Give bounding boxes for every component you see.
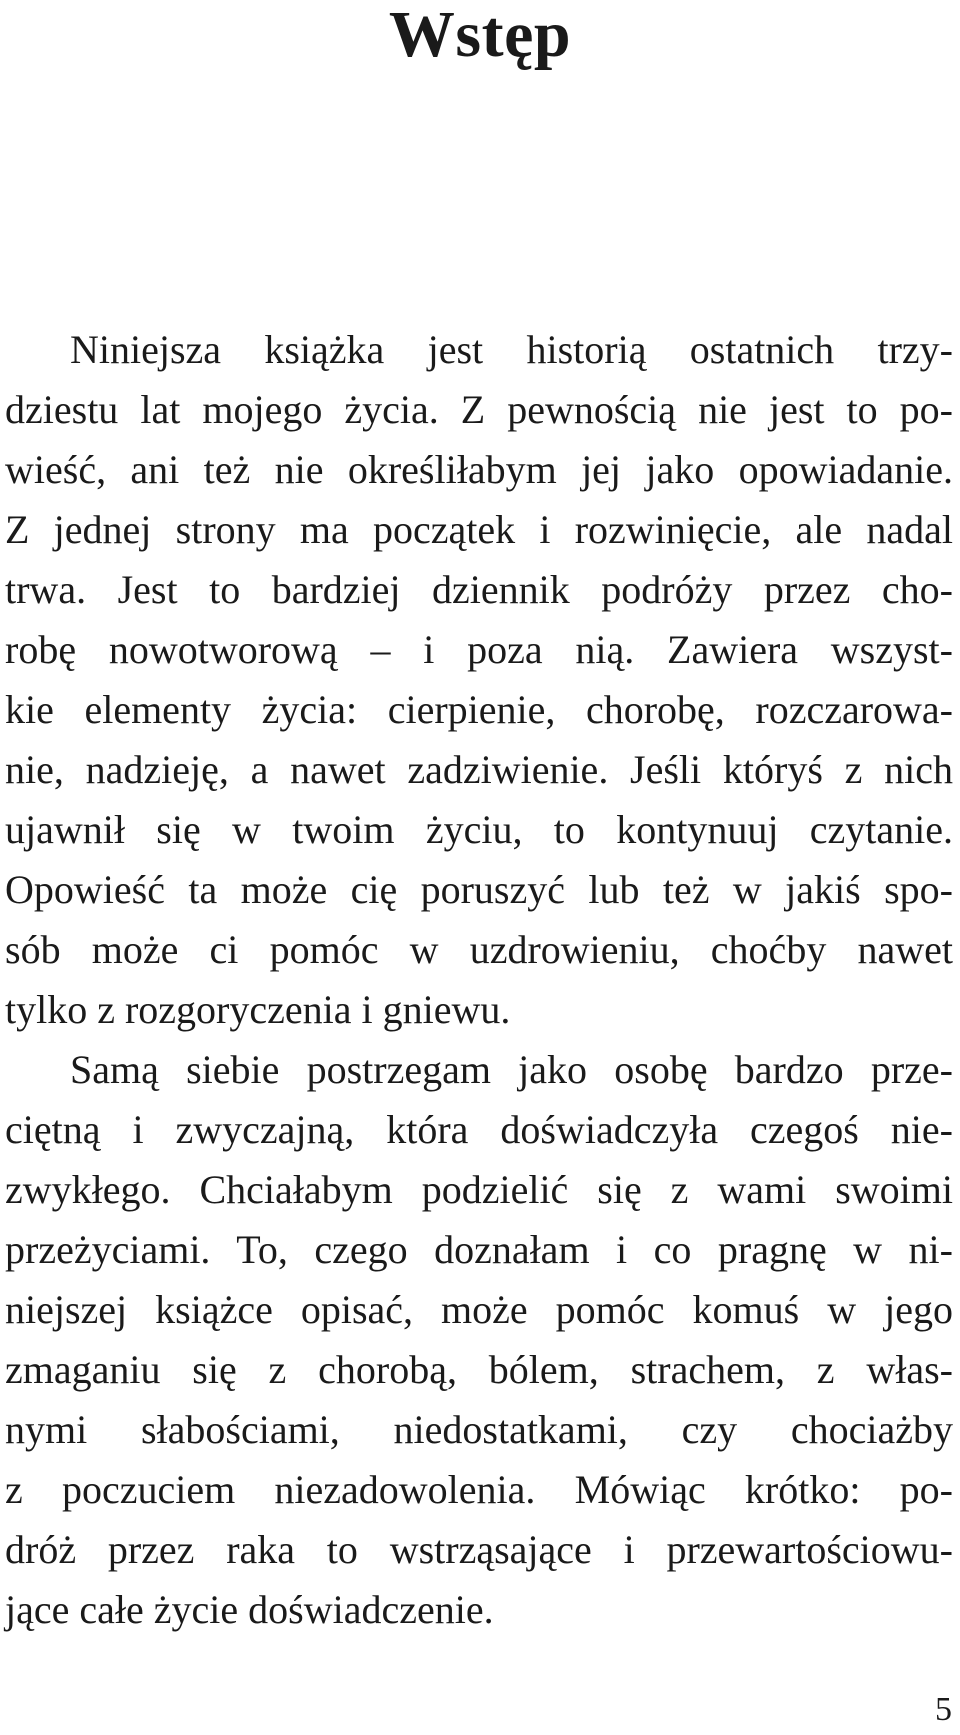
text-line: sób może ci pomóc w uzdrowieniu, choćby nawet <box>5 927 953 972</box>
text-line: nymi słabościami, niedostatkami, czy chociażby <box>5 1407 953 1452</box>
page-number: 5 <box>935 1691 952 1728</box>
text-line: jące całe życie doświadczenie. <box>5 1587 494 1632</box>
text-line: zmaganiu się z chorobą, bólem, strachem, z włas- <box>5 1347 953 1392</box>
text-line: z poczuciem niezadowolenia. Mówiąc krótko: po- <box>5 1467 953 1512</box>
text-line: przeżyciami. To, czego doznałam i co pragnę w ni- <box>5 1227 953 1272</box>
text-line: trwa. Jest to bardziej dziennik podróży przez cho- <box>5 567 953 612</box>
text-line: kie elementy życia: cierpienie, chorobę, rozczarowa- <box>5 687 953 732</box>
text-line: Z jednej strony ma początek i rozwinięcie, ale nadal <box>5 507 953 552</box>
text-line: dróż przez raka to wstrząsające i przewartościowu- <box>5 1527 953 1572</box>
text-line: ujawnił się w twoim życiu, to kontynuuj czytanie. <box>5 807 953 852</box>
text-line: zwykłego. Chciałabym podzielić się z wami swoimi <box>5 1167 953 1212</box>
text-line: wieść, ani też nie określiłabym jej jako opowiadanie. <box>5 447 953 492</box>
text-line: robę nowotworową – i poza nią. Zawiera wszyst- <box>5 627 953 672</box>
chapter-body <box>5 320 953 1640</box>
text-line: ciętną i zwyczajną, która doświadczyła czegoś nie- <box>5 1107 953 1152</box>
text-line: Niniejsza książka jest historią ostatnich trzy- <box>70 327 953 372</box>
text-line: niejszej książce opisać, może pomóc komuś w jego <box>5 1287 953 1332</box>
text-line: dziestu lat mojego życia. Z pewnością nie jest to po- <box>5 387 953 432</box>
text-line: Opowieść ta może cię poruszyć lub też w jakiś spo- <box>5 867 953 912</box>
paragraph <box>5 1040 953 1640</box>
paragraph <box>5 320 953 1040</box>
text-line: tylko z rozgoryczenia i gniewu. <box>5 987 511 1032</box>
text-line: nie, nadzieję, a nawet zadziwienie. Jeśli któryś z nich <box>5 747 953 792</box>
text-line: Samą siebie postrzegam jako osobę bardzo prze- <box>70 1047 953 1092</box>
chapter-title: Wstęp <box>388 0 572 71</box>
